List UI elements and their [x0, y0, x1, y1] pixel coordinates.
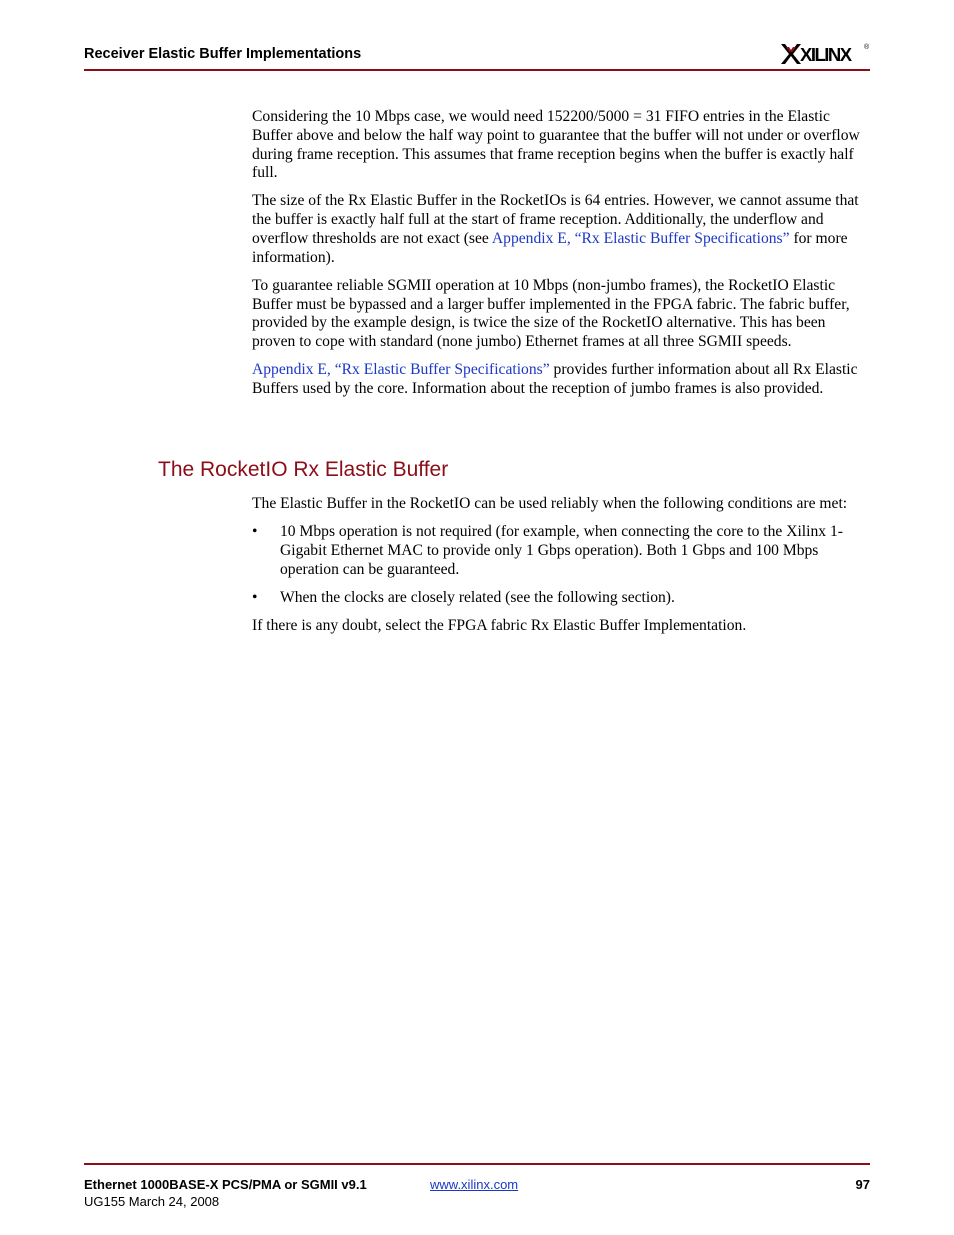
appendix-e-link[interactable]: Appendix E, “Rx Elastic Buffer Specifications” — [491, 229, 790, 247]
closing-paragraph: If there is any doubt, select the FPGA fabric Rx Elastic Buffer Implementation. — [252, 616, 747, 634]
paragraph-buffer-size: The size of the Rx Elastic Buffer in the RocketIOs is 64 entries. However, we cannot assume that the buffer is exactly half full at the start of frame reception. Additionally, the underflow and overflow thresholds are not exact (see Appendix E, “Rx Elastic Buffer Specifications” for more information). — [252, 192, 859, 266]
section-intro-paragraph: The Elastic Buffer in the RocketIO can be used reliably when the following conditions are met: — [252, 495, 848, 512]
bullet-glyph: • — [252, 588, 258, 606]
footer-rule — [84, 1163, 870, 1165]
xilinx-logo-text: XILINX — [800, 44, 851, 65]
footer-document-title: Ethernet 1000BASE-X PCS/PMA or SGMII v9.1 — [84, 1177, 367, 1192]
running-header-title: Receiver Elastic Buffer Implementations — [84, 46, 362, 62]
list-item: • 10 Mbps operation is not required (for example, when connecting the core to the Xilinx 1-Gigabit Ethernet MAC to provide only 1 Gbps operation). Both 1 Gbps and 100 Mbps operation can be guaranteed. — [252, 522, 843, 578]
section-heading: The RocketIO Rx Elastic Buffer — [158, 458, 449, 481]
paragraph-appendix-reference: Appendix E, “Rx Elastic Buffer Specifications” provides further information about all Rx Elastic Buffers used by the core. Information about the reception of jumbo frames is also provided. — [252, 361, 858, 397]
appendix-e-link[interactable]: Appendix E, “Rx Elastic Buffer Specifications” — [252, 361, 550, 379]
paragraph-fifo-entries: Considering the 10 Mbps case, we would need 152200/5000 = 31 FIFO entries in the Elastic Buffer above and below the half way point to guarantee that the buffer will not under or overflow during frame reception. This assumes that frame reception begins when the buffer is exactly half full. — [252, 108, 860, 182]
list-item: • When the clocks are closely related (see the following section). — [252, 588, 675, 606]
header-rule — [84, 69, 870, 71]
xilinx-logo-mark — [781, 44, 801, 64]
footer-document-id: UG155 March 24, 2008 — [84, 1194, 220, 1209]
page-number: 97 — [855, 1177, 870, 1192]
footer-website-link[interactable]: www.xilinx.com — [430, 1177, 519, 1192]
xilinx-logo — [778, 38, 870, 70]
intro-text-block — [252, 108, 870, 408]
conditions-list — [252, 523, 870, 607]
paragraph-sgmii-operation: To guarantee reliable SGMII operation at 10 Mbps (non-jumbo frames), the RocketIO Elastic Buffer must be bypassed and a larger buffer implemented in the FPGA fabric. The fabric buffer, provided by the example design, is twice the size of the RocketIO alternative. This has been proven to cope with standard (none jumbo) Ethernet frames at all three SGMII speeds. — [252, 276, 850, 351]
registered-mark: ® — [864, 44, 870, 51]
section-text-block — [252, 495, 870, 645]
bullet-glyph: • — [252, 522, 258, 540]
